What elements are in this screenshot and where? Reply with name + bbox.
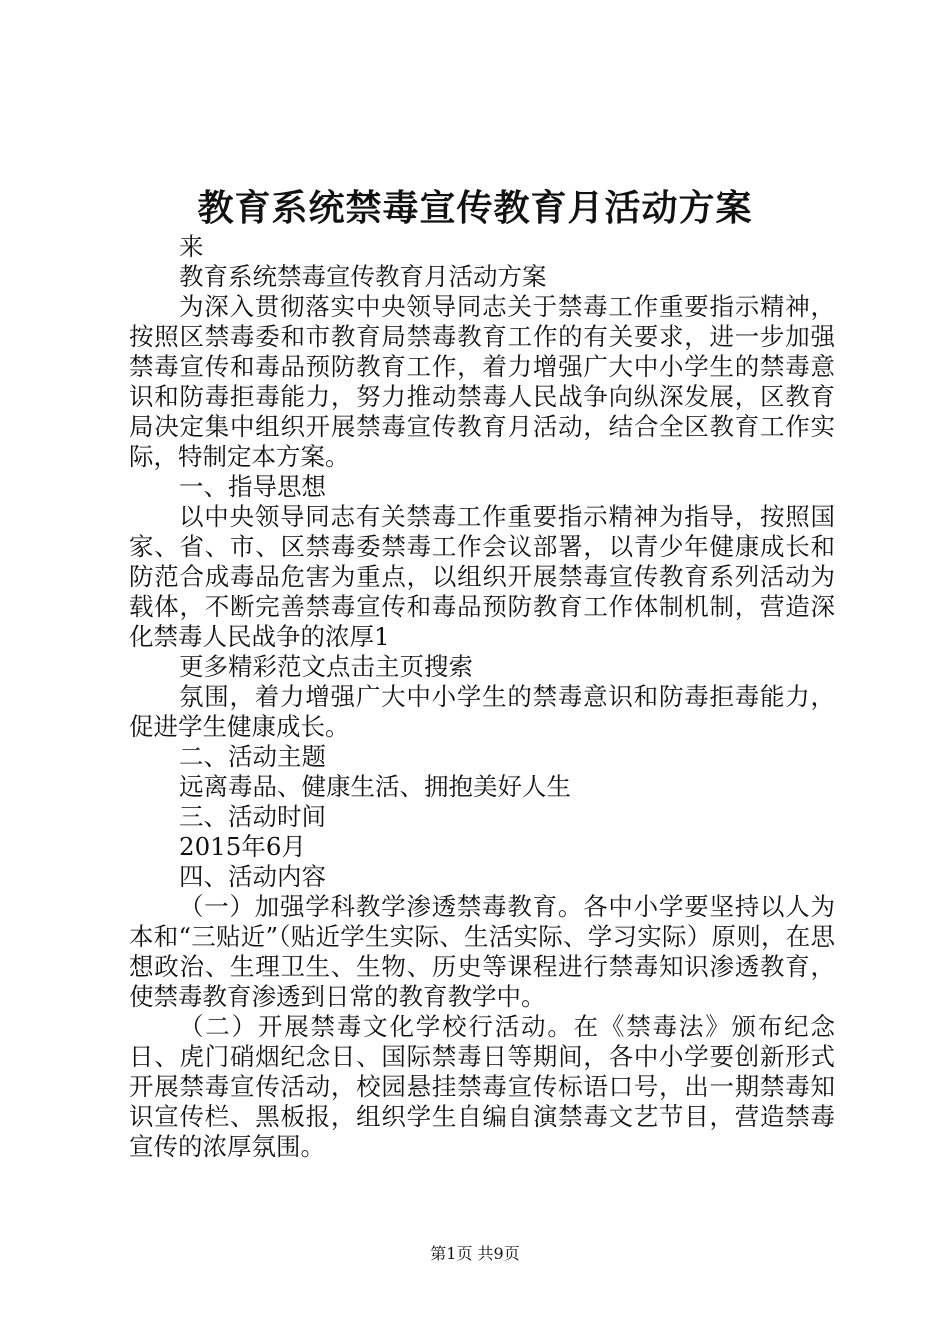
paragraph: 2015年6月: [179, 832, 306, 861]
section-heading: 一、指导思想: [179, 472, 326, 501]
paragraph: 为深入贯彻落实中央领导同志关于禁毒工作重要指示精神，按照区禁毒委和市教育局禁毒教育工作的有关要求，进一步加强禁毒宣传和毒品预防教育工作，着力增强广大中小学生的禁毒意识和防毒拒毒能力，努力推动禁毒人民战争向纵深发展，区教育局决定集中组织开展禁毒宣传教育月活动，结合全区教育工作实际，特制定本方案。: [129, 292, 835, 471]
paragraph: 以中央领导同志有关禁毒工作重要指示精神为指导，按照国家、省、市、区禁毒委禁毒工作会议部署，以青少年健康成长和防范合成毒品危害为重点，以组织开展禁毒宣传教育系列活动为载体，不断完善禁毒宣传和毒品预防教育工作体制机制，营造深化禁毒人民战争的浓厚1: [129, 502, 835, 651]
document-body: [129, 232, 835, 1162]
paragraph: （一）加强学科教学渗透禁毒教育。各中小学要坚持以人为本和“三贴近”（贴近学生实际、生活实际、学习实际）原则，在思想政治、生理卫生、生物、历史等课程进行禁毒知识渗透教育，使禁毒教育渗透到日常的教育教学中。: [129, 892, 835, 1011]
section-heading: 三、活动时间: [179, 802, 326, 831]
section-heading: 二、活动主题: [179, 742, 326, 771]
section-heading: 四、活动内容: [179, 862, 326, 891]
paragraph: 氛围，着力增强广大中小学生的禁毒意识和防毒拒毒能力，促进学生健康成长。: [129, 682, 835, 741]
page-title: 教育系统禁毒宣传教育月活动方案: [197, 187, 753, 229]
page-indicator: 第1页 共9页: [430, 1244, 520, 1263]
paragraph: （二）开展禁毒文化学校行活动。在《禁毒法》颁布纪念日、虎门硝烟纪念日、国际禁毒日等期间，各中小学要创新形式开展禁毒宣传活动，校园悬挂禁毒宣传标语口号，出一期禁毒知识宣传栏、黑板报，组织学生自编自演禁毒文艺节目，营造禁毒宣传的浓厚氛围。: [129, 1012, 835, 1161]
paragraph: 远离毒品、健康生活、拥抱美好人生: [179, 772, 571, 801]
promo-line: 更多精彩范文点击主页搜索: [179, 652, 473, 681]
paragraph: 来: [179, 232, 204, 261]
paragraph: 教育系统禁毒宣传教育月活动方案: [179, 262, 547, 291]
